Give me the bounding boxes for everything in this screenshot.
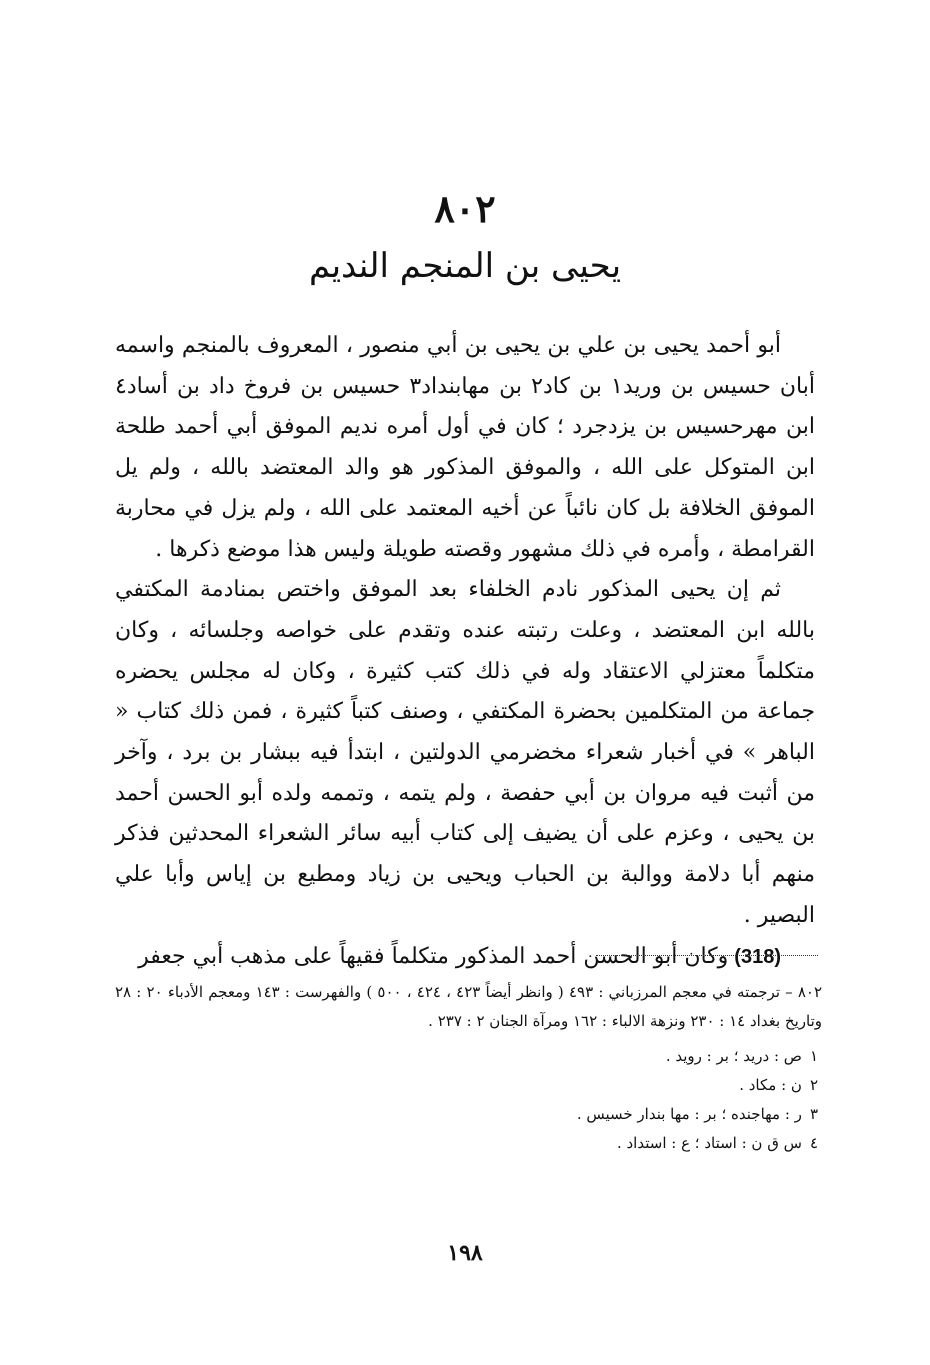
- paragraph: أبو أحمد يحيى بن علي بن يحيى بن أبي منصور ، المعروف بالمنجم واسمه أبان حسيس بن وريد١ بن كاد٢ بن مهابنداد٣ حسيس بن فروخ داد بن أساد٤ ابن مهرحسيس بن يزدجرد ؛ كان في أول أمره نديم الموفق أبي أحمد طلحة ابن المتوكل على الله ، والموفق المذكور هو والد المعتضد بالله ، ولم يل الموفق الخلافة بل كان نائباً عن أخيه المعتمد على الله ، ولم يزل في محاربة القرامطة ، وأمره في ذلك مشهور وقصته طويلة وليس هذا موضع ذكرها .: [115, 333, 816, 562]
- footnote: [115, 1042, 822, 1071]
- footnote: [115, 1129, 822, 1158]
- footnote: [115, 1071, 822, 1100]
- paragraph: ثم إن يحيى المذكور نادم الخلفاء بعد الموفق واختص بمنادمة المكتفي بالله ابن المعتضد ، وعلت رتبته عنده وتقدم على خواصه وجلسائه ، وكان متكلماً معتزلي الاعتقاد وله في ذلك كتب كثيرة ، وكان له مجلس يحضره جماعة من المتكلمين بحضرة المكتفي ، وصنف كتباً كثيرة ، فمن ذلك كتاب « الباهر » في أخبار شعراء مخضرمي الدولتين ، ابتدأ فيه ببشار بن برد ، وآخر من أثبت فيه مروان بن أبي حفصة ، ولم يتمه ، وتممه ولده أبو الحسن أحمد بن يحيى ، وعزم على أن يضيف إلى كتاب أبيه سائر الشعراء المحدثين فذكر منهم أبا دلامة ووالبة بن الحباب ويحيى بن زياد ومطيع بن إياس وأبا علي البصير .: [115, 577, 815, 928]
- footnote-text: ص : دريد ؛ بر : رويد .: [665, 1047, 802, 1065]
- page-number: ١٩٨: [447, 1240, 483, 1266]
- entry-number: ٨٠٢: [434, 186, 496, 231]
- footnote-number: ٢: [809, 1076, 818, 1094]
- footnote-sources: ٨٠٢ – ترجمته في معجم المرزباني : ٤٩٣ ( وانظر أيضاً ٤٢٣ ، ٤٢٤ ، ٥٠٠ ) والفهرست : ١٤٣ ومعجم الأدباء ٢٠ : ٢٨ وتاريخ بغداد ١٤ : ٢٣٠ ونزهة الالباء : ١٦٢ ومرآة الجنان ٢ : ٢٣٧ .: [115, 983, 823, 1030]
- body-text: [115, 326, 815, 977]
- paragraph-continued: [115, 937, 815, 978]
- footnote-number: ٣: [809, 1105, 818, 1123]
- footnotes: [115, 978, 822, 1158]
- footnote-text: ن : مكاد .: [739, 1076, 802, 1094]
- paragraph-text: وكان أبو الحسن أحمد المذكور متكلماً فقيهاً على مذهب أبي جعفر: [138, 943, 729, 969]
- original-page-reference: (318): [734, 945, 781, 968]
- footnote-divider: [596, 955, 818, 956]
- footnote-text: س ق ن : استاد ؛ ع : استداد .: [616, 1134, 802, 1152]
- footnote: [115, 1100, 822, 1129]
- footnote-number: ٤: [809, 1134, 818, 1152]
- footnote-number: ١: [809, 1047, 818, 1065]
- entry-title: يحيى بن المنجم النديم: [308, 246, 622, 286]
- footnote-text: ر : مهاجنده ؛ بر : مها بندار خسيس .: [576, 1105, 802, 1123]
